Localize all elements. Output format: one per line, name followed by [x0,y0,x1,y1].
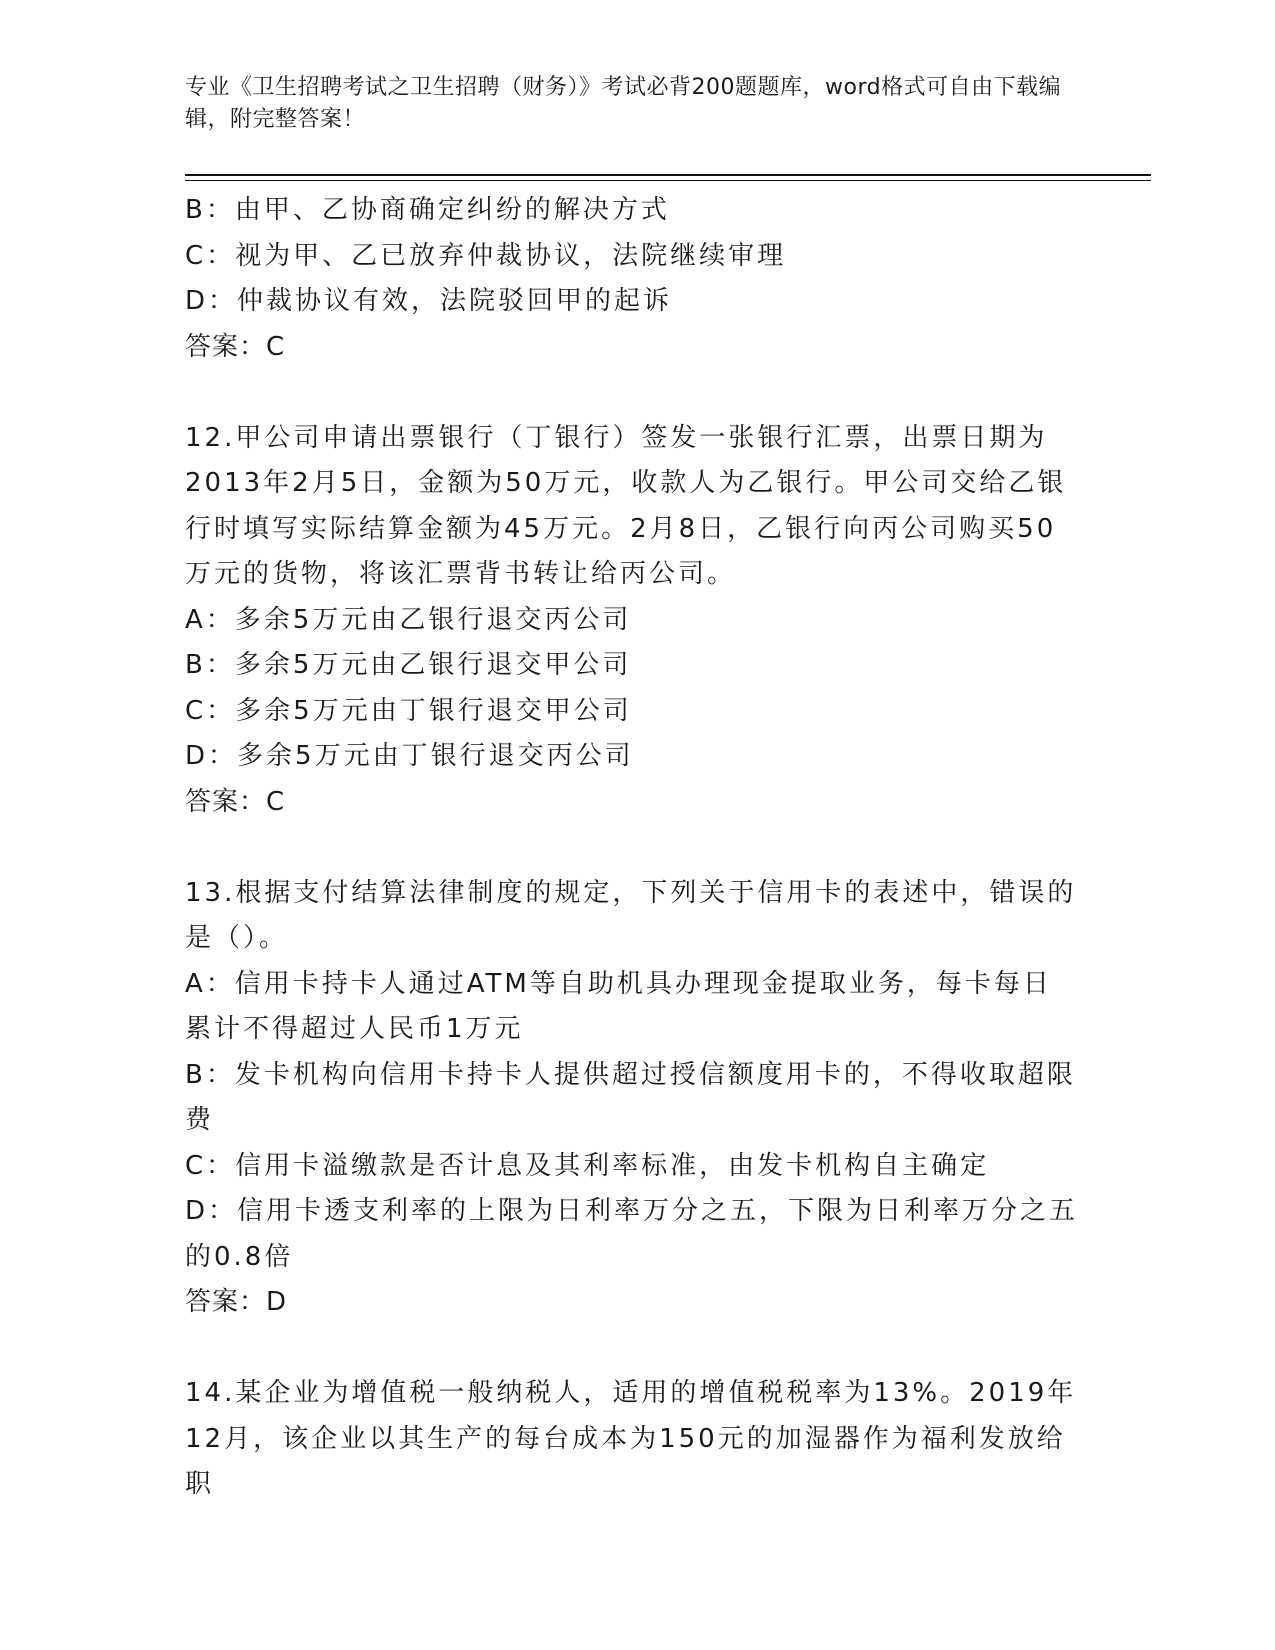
q14-stem: 14.某企业为增值税一般纳税人，适用的增值税税率为13%。2019年12月，该企业以其生产的每台成本为150元的加湿器作为福利发放给职 [185,1378,1077,1499]
q13-answer: 答案：D [185,1287,288,1317]
q11-answer: 答案：C [185,331,286,362]
q11-option-d: D：仲裁协议有效，法院驳回甲的起诉 [185,286,673,316]
spacer [185,1326,1080,1372]
spacer [185,370,1080,416]
q12-answer: 答案：C [185,786,286,817]
q11-option-c: C：视为甲、乙已放弃仲裁协议，法院继续审理 [185,240,787,271]
q12-option-c: C：多余5万元由丁银行退交甲公司 [185,695,632,726]
q13-option-c: C：信用卡溢缴款是否计息及其利率标准，由发卡机构自主确定 [185,1150,990,1181]
q12-option-d: D：多余5万元由丁银行退交丙公司 [185,741,634,771]
q11-option-b: B：由甲、乙协商确定纠纷的解决方式 [185,195,670,225]
header-rule-thin [185,180,1151,181]
header-rule-thick [185,174,1151,176]
q12-stem: 12.甲公司申请出票银行（丁银行）签发一张银行汇票，出票日期为2013年2月5日，金额为50万元，收款人为乙银行。甲公司交给乙银行时填写实际结算金额为45万元。2月8日，乙银行向丙公司购买50万元的货物，将该汇票背书转让给丙公司。 [185,422,1067,589]
q13-option-a: A：信用卡持卡人通过ATM等自助机具办理现金提取业务，每卡每日累计不得超过人民币1万元 [185,968,1052,1044]
spacer [185,825,1080,871]
document-header: 专业《卫生招聘考试之卫生招聘（财务）》考试必背200题题库，word格式可自由下载编辑，附完整答案！ [185,75,1062,132]
q13-option-b: B：发卡机构向信用卡持卡人提供超过授信额度用卡的，不得收取超限费 [185,1059,1076,1135]
q12-option-b: B：多余5万元由乙银行退交甲公司 [185,650,632,680]
q13-stem: 13.根据支付结算法律制度的规定，下列关于信用卡的表述中，错误的是（）。 [185,877,1077,953]
question-content [185,188,1080,1508]
q12-option-a: A：多余5万元由乙银行退交丙公司 [185,604,632,635]
q13-option-d: D：信用卡透支利率的上限为日利率万分之五，下限为日利率万分之五的0.8倍 [185,1196,1079,1272]
